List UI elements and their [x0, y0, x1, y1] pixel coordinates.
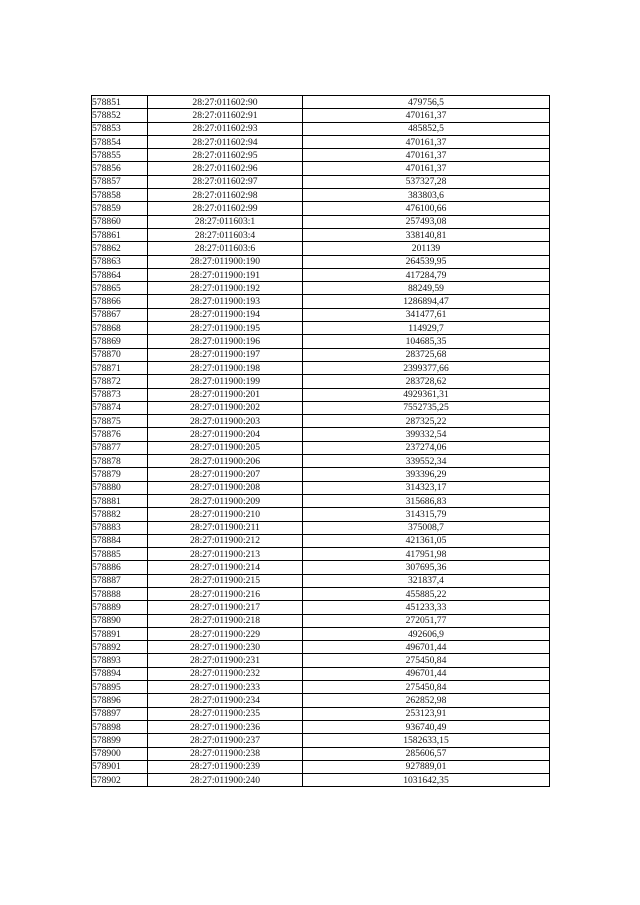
- row-number-cell: 578895: [92, 681, 148, 694]
- row-number-cell: 578894: [92, 667, 148, 680]
- cadastral-value-cell: 4929361,31: [303, 388, 550, 401]
- row-number-cell: 578851: [92, 96, 148, 109]
- cadastral-value-cell: 88249,59: [303, 282, 550, 295]
- cadastral-value-cell: 393396,29: [303, 468, 550, 481]
- cadastral-value-cell: 257493,08: [303, 215, 550, 228]
- cadastral-value-cell: 275450,84: [303, 681, 550, 694]
- table-row: [92, 455, 550, 468]
- table-row: [92, 681, 550, 694]
- table-row: [92, 441, 550, 454]
- row-number-cell: 578859: [92, 202, 148, 215]
- cadastral-number-cell: 28:27:011900:235: [148, 707, 303, 720]
- row-number-cell: 578880: [92, 481, 148, 494]
- row-number-cell: 578864: [92, 268, 148, 281]
- cadastral-value-cell: 537327,28: [303, 175, 550, 188]
- table-row: [92, 548, 550, 561]
- cadastral-number-cell: 28:27:011900:239: [148, 760, 303, 773]
- row-number-cell: 578856: [92, 162, 148, 175]
- cadastral-value-cell: 485852,5: [303, 122, 550, 135]
- cadastral-value-cell: 7552735,25: [303, 401, 550, 414]
- table-row: [92, 494, 550, 507]
- cadastral-number-cell: 28:27:011900:232: [148, 667, 303, 680]
- cadastral-number-cell: 28:27:011900:231: [148, 654, 303, 667]
- cadastral-value-cell: 307695,36: [303, 561, 550, 574]
- table-row: [92, 654, 550, 667]
- cadastral-value-cell: 470161,37: [303, 109, 550, 122]
- cadastral-value-table: [91, 95, 550, 787]
- cadastral-number-cell: 28:27:011900:234: [148, 694, 303, 707]
- row-number-cell: 578872: [92, 375, 148, 388]
- cadastral-number-cell: 28:27:011900:195: [148, 322, 303, 335]
- cadastral-number-cell: 28:27:011602:97: [148, 175, 303, 188]
- table-row: [92, 375, 550, 388]
- table-row: [92, 175, 550, 188]
- table-row: [92, 774, 550, 787]
- cadastral-number-cell: 28:27:011603:4: [148, 228, 303, 241]
- row-number-cell: 578853: [92, 122, 148, 135]
- cadastral-number-cell: 28:27:011602:98: [148, 189, 303, 202]
- cadastral-number-cell: 28:27:011900:229: [148, 627, 303, 640]
- table-body: [92, 96, 550, 787]
- table-row: [92, 760, 550, 773]
- cadastral-value-cell: 421361,05: [303, 534, 550, 547]
- row-number-cell: 578866: [92, 295, 148, 308]
- cadastral-number-cell: 28:27:011900:208: [148, 481, 303, 494]
- cadastral-value-cell: 479756,5: [303, 96, 550, 109]
- table-row: [92, 601, 550, 614]
- cadastral-number-cell: 28:27:011602:90: [148, 96, 303, 109]
- table-row: [92, 747, 550, 760]
- cadastral-number-cell: 28:27:011900:212: [148, 534, 303, 547]
- cadastral-value-cell: 476100,66: [303, 202, 550, 215]
- row-number-cell: 578897: [92, 707, 148, 720]
- cadastral-value-cell: 470161,37: [303, 162, 550, 175]
- cadastral-number-cell: 28:27:011602:91: [148, 109, 303, 122]
- cadastral-value-cell: 496701,44: [303, 641, 550, 654]
- table-row: [92, 162, 550, 175]
- table-row: [92, 574, 550, 587]
- cadastral-value-cell: 451233,33: [303, 601, 550, 614]
- cadastral-number-cell: 28:27:011900:201: [148, 388, 303, 401]
- cadastral-number-cell: 28:27:011900:209: [148, 494, 303, 507]
- row-number-cell: 578873: [92, 388, 148, 401]
- cadastral-value-cell: 262852,98: [303, 694, 550, 707]
- cadastral-number-cell: 28:27:011900:204: [148, 428, 303, 441]
- table-row: [92, 189, 550, 202]
- cadastral-number-cell: 28:27:011900:193: [148, 295, 303, 308]
- cadastral-number-cell: 28:27:011900:218: [148, 614, 303, 627]
- row-number-cell: 578870: [92, 348, 148, 361]
- cadastral-value-cell: 338140,81: [303, 228, 550, 241]
- cadastral-value-cell: 927889,01: [303, 760, 550, 773]
- row-number-cell: 578887: [92, 574, 148, 587]
- cadastral-number-cell: 28:27:011900:217: [148, 601, 303, 614]
- cadastral-value-cell: 104685,35: [303, 335, 550, 348]
- table-row: [92, 667, 550, 680]
- cadastral-number-cell: 28:27:011900:210: [148, 508, 303, 521]
- table-row: [92, 361, 550, 374]
- cadastral-value-cell: 275450,84: [303, 654, 550, 667]
- cadastral-number-cell: 28:27:011900:237: [148, 734, 303, 747]
- table-row: [92, 242, 550, 255]
- cadastral-number-cell: 28:27:011900:230: [148, 641, 303, 654]
- table-row: [92, 335, 550, 348]
- row-number-cell: 578898: [92, 720, 148, 733]
- cadastral-value-cell: 283728,62: [303, 375, 550, 388]
- cadastral-number-cell: 28:27:011602:93: [148, 122, 303, 135]
- table-row: [92, 149, 550, 162]
- cadastral-number-cell: 28:27:011900:205: [148, 441, 303, 454]
- cadastral-number-cell: 28:27:011900:233: [148, 681, 303, 694]
- cadastral-number-cell: 28:27:011900:198: [148, 361, 303, 374]
- row-number-cell: 578865: [92, 282, 148, 295]
- table-row: [92, 561, 550, 574]
- cadastral-value-cell: 470161,37: [303, 135, 550, 148]
- table-row: [92, 428, 550, 441]
- row-number-cell: 578874: [92, 401, 148, 414]
- table-row: [92, 135, 550, 148]
- cadastral-number-cell: 28:27:011900:202: [148, 401, 303, 414]
- cadastral-value-cell: 287325,22: [303, 415, 550, 428]
- table-row: [92, 268, 550, 281]
- cadastral-number-cell: 28:27:011900:196: [148, 335, 303, 348]
- row-number-cell: 578868: [92, 322, 148, 335]
- cadastral-number-cell: 28:27:011900:197: [148, 348, 303, 361]
- table-row: [92, 734, 550, 747]
- table-row: [92, 720, 550, 733]
- cadastral-number-cell: 28:27:011602:99: [148, 202, 303, 215]
- cadastral-value-cell: 936740,49: [303, 720, 550, 733]
- cadastral-number-cell: 28:27:011900:203: [148, 415, 303, 428]
- row-number-cell: 578889: [92, 601, 148, 614]
- cadastral-number-cell: 28:27:011602:94: [148, 135, 303, 148]
- table-row: [92, 308, 550, 321]
- cadastral-number-cell: 28:27:011900:214: [148, 561, 303, 574]
- cadastral-number-cell: 28:27:011900:238: [148, 747, 303, 760]
- row-number-cell: 578855: [92, 149, 148, 162]
- table-row: [92, 508, 550, 521]
- cadastral-value-cell: 492606,9: [303, 627, 550, 640]
- cadastral-number-cell: 28:27:011900:240: [148, 774, 303, 787]
- row-number-cell: 578893: [92, 654, 148, 667]
- row-number-cell: 578852: [92, 109, 148, 122]
- table-row: [92, 481, 550, 494]
- cadastral-value-cell: 272051,77: [303, 614, 550, 627]
- row-number-cell: 578900: [92, 747, 148, 760]
- cadastral-value-cell: 399332,54: [303, 428, 550, 441]
- cadastral-value-cell: 1286894,47: [303, 295, 550, 308]
- table-row: [92, 388, 550, 401]
- row-number-cell: 578886: [92, 561, 148, 574]
- cadastral-value-cell: 237274,06: [303, 441, 550, 454]
- row-number-cell: 578901: [92, 760, 148, 773]
- cadastral-number-cell: 28:27:011900:236: [148, 720, 303, 733]
- cadastral-value-cell: 496701,44: [303, 667, 550, 680]
- table-row: [92, 96, 550, 109]
- row-number-cell: 578854: [92, 135, 148, 148]
- cadastral-value-cell: 417284,79: [303, 268, 550, 281]
- table-row: [92, 255, 550, 268]
- cadastral-number-cell: 28:27:011603:6: [148, 242, 303, 255]
- cadastral-value-cell: 455885,22: [303, 587, 550, 600]
- cadastral-number-cell: 28:27:011900:199: [148, 375, 303, 388]
- table-row: [92, 641, 550, 654]
- table-row: [92, 707, 550, 720]
- table-row: [92, 282, 550, 295]
- row-number-cell: 578860: [92, 215, 148, 228]
- cadastral-value-cell: 1582633,15: [303, 734, 550, 747]
- row-number-cell: 578891: [92, 627, 148, 640]
- table-row: [92, 534, 550, 547]
- row-number-cell: 578883: [92, 521, 148, 534]
- row-number-cell: 578861: [92, 228, 148, 241]
- row-number-cell: 578867: [92, 308, 148, 321]
- cadastral-number-cell: 28:27:011900:191: [148, 268, 303, 281]
- row-number-cell: 578882: [92, 508, 148, 521]
- table-row: [92, 122, 550, 135]
- cadastral-value-cell: 114929,7: [303, 322, 550, 335]
- cadastral-value-cell: 315686,83: [303, 494, 550, 507]
- cadastral-number-cell: 28:27:011900:206: [148, 455, 303, 468]
- row-number-cell: 578857: [92, 175, 148, 188]
- row-number-cell: 578881: [92, 494, 148, 507]
- row-number-cell: 578878: [92, 455, 148, 468]
- row-number-cell: 578902: [92, 774, 148, 787]
- row-number-cell: 578892: [92, 641, 148, 654]
- cadastral-number-cell: 28:27:011900:190: [148, 255, 303, 268]
- cadastral-number-cell: 28:27:011900:213: [148, 548, 303, 561]
- row-number-cell: 578862: [92, 242, 148, 255]
- cadastral-value-cell: 417951,98: [303, 548, 550, 561]
- cadastral-value-cell: 314323,17: [303, 481, 550, 494]
- cadastral-value-cell: 1031642,35: [303, 774, 550, 787]
- row-number-cell: 578885: [92, 548, 148, 561]
- row-number-cell: 578884: [92, 534, 148, 547]
- cadastral-value-cell: 201139: [303, 242, 550, 255]
- table-row: [92, 587, 550, 600]
- cadastral-value-cell: 264539,95: [303, 255, 550, 268]
- table-row: [92, 521, 550, 534]
- table-row: [92, 228, 550, 241]
- cadastral-number-cell: 28:27:011900:215: [148, 574, 303, 587]
- cadastral-value-cell: 285606,57: [303, 747, 550, 760]
- cadastral-value-cell: 383803,6: [303, 189, 550, 202]
- cadastral-number-cell: 28:27:011900:211: [148, 521, 303, 534]
- cadastral-value-cell: 321837,4: [303, 574, 550, 587]
- cadastral-value-cell: 314315,79: [303, 508, 550, 521]
- row-number-cell: 578871: [92, 361, 148, 374]
- table-row: [92, 322, 550, 335]
- row-number-cell: 578896: [92, 694, 148, 707]
- cadastral-value-cell: 283725,68: [303, 348, 550, 361]
- cadastral-number-cell: 28:27:011900:194: [148, 308, 303, 321]
- table-row: [92, 468, 550, 481]
- cadastral-value-cell: 375008,7: [303, 521, 550, 534]
- row-number-cell: 578879: [92, 468, 148, 481]
- cadastral-value-cell: 253123,91: [303, 707, 550, 720]
- table-row: [92, 627, 550, 640]
- cadastral-value-cell: 2399377,66: [303, 361, 550, 374]
- cadastral-number-cell: 28:27:011900:216: [148, 587, 303, 600]
- row-number-cell: 578876: [92, 428, 148, 441]
- cadastral-number-cell: 28:27:011900:207: [148, 468, 303, 481]
- table-row: [92, 614, 550, 627]
- table-row: [92, 415, 550, 428]
- cadastral-number-cell: 28:27:011900:192: [148, 282, 303, 295]
- cadastral-number-cell: 28:27:011602:96: [148, 162, 303, 175]
- row-number-cell: 578890: [92, 614, 148, 627]
- row-number-cell: 578869: [92, 335, 148, 348]
- cadastral-number-cell: 28:27:011602:95: [148, 149, 303, 162]
- table-row: [92, 109, 550, 122]
- cadastral-number-cell: 28:27:011603:1: [148, 215, 303, 228]
- cadastral-value-cell: 341477,61: [303, 308, 550, 321]
- cadastral-value-cell: 470161,37: [303, 149, 550, 162]
- table-row: [92, 295, 550, 308]
- row-number-cell: 578863: [92, 255, 148, 268]
- row-number-cell: 578858: [92, 189, 148, 202]
- row-number-cell: 578888: [92, 587, 148, 600]
- table-row: [92, 202, 550, 215]
- row-number-cell: 578877: [92, 441, 148, 454]
- row-number-cell: 578899: [92, 734, 148, 747]
- table-row: [92, 401, 550, 414]
- table-row: [92, 348, 550, 361]
- table-row: [92, 215, 550, 228]
- row-number-cell: 578875: [92, 415, 148, 428]
- table-row: [92, 694, 550, 707]
- cadastral-value-cell: 339552,34: [303, 455, 550, 468]
